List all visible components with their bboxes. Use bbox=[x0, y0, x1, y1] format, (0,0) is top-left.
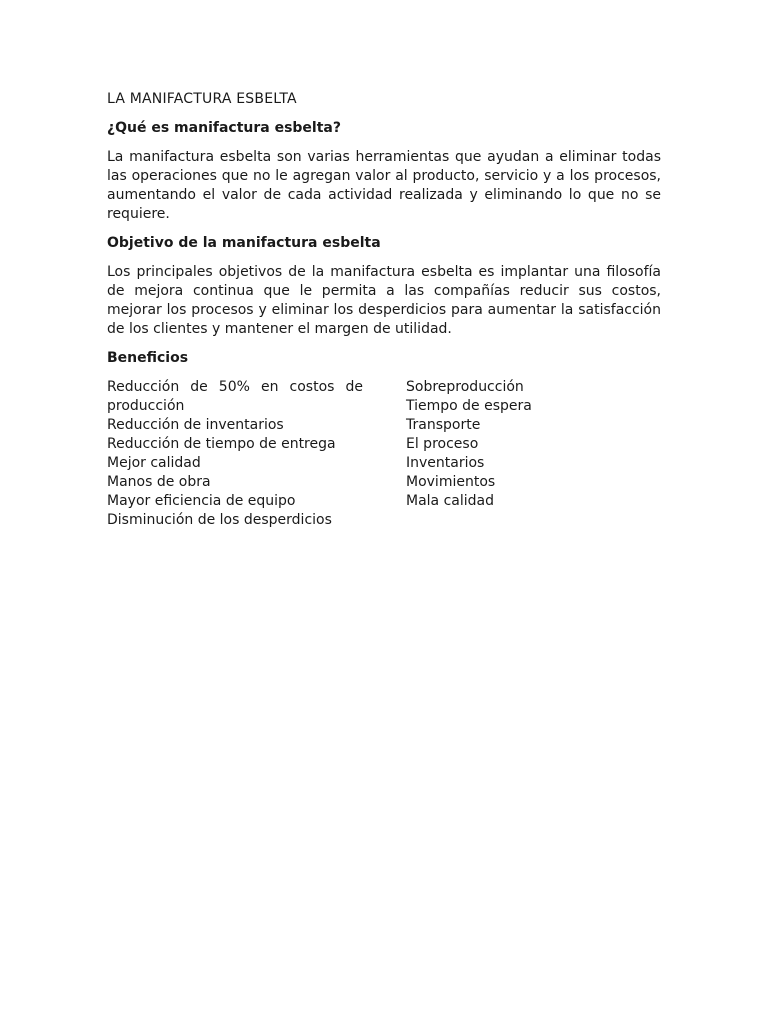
wastes-list bbox=[406, 378, 661, 530]
waste-item: Sobreproducción bbox=[406, 379, 524, 395]
waste-item: Movimientos bbox=[406, 474, 496, 490]
paragraph-definition: La manifactura esbelta son varias herramientas que ayudan a eliminar todas las operaciones que no le agregan valor al producto, servicio y a los procesos, aumentando el valor de cada actividad realizada y eliminando lo que no se requiere. bbox=[107, 149, 661, 222]
section-heading-what-is: ¿Qué es manifactura esbelta? bbox=[107, 120, 341, 136]
benefit-item: Mayor eficiencia de equipo bbox=[107, 493, 296, 509]
waste-item: Tiempo de espera bbox=[406, 398, 532, 414]
benefits-columns bbox=[107, 378, 661, 530]
section-heading-objective: Objetivo de la manifactura esbelta bbox=[107, 235, 381, 251]
waste-item: Inventarios bbox=[406, 455, 485, 471]
benefit-item: Reducción de tiempo de entrega bbox=[107, 436, 336, 452]
benefits-list bbox=[107, 378, 363, 530]
benefit-item: Mejor calidad bbox=[107, 455, 201, 471]
section-heading-benefits: Beneficios bbox=[107, 350, 189, 366]
benefit-item: Reducción de inventarios bbox=[107, 417, 284, 433]
benefit-item: Manos de obra bbox=[107, 474, 211, 490]
benefit-item: Reducción de 50% en costos de producción bbox=[107, 379, 363, 414]
document-content bbox=[107, 90, 661, 530]
waste-item: Mala calidad bbox=[406, 493, 494, 509]
waste-item: Transporte bbox=[406, 417, 481, 433]
waste-item: El proceso bbox=[406, 436, 479, 452]
document-title: LA MANIFACTURA ESBELTA bbox=[107, 91, 297, 107]
benefit-item: Disminución de los desperdicios bbox=[107, 512, 332, 528]
paragraph-objective: Los principales objetivos de la manifactura esbelta es implantar una filosofía de mejora continua que le permita a las compañías reducir sus costos, mejorar los procesos y eliminar los desperdicios para aumentar la satisfacción de los clientes y mantener el margen de utilidad. bbox=[107, 264, 661, 337]
